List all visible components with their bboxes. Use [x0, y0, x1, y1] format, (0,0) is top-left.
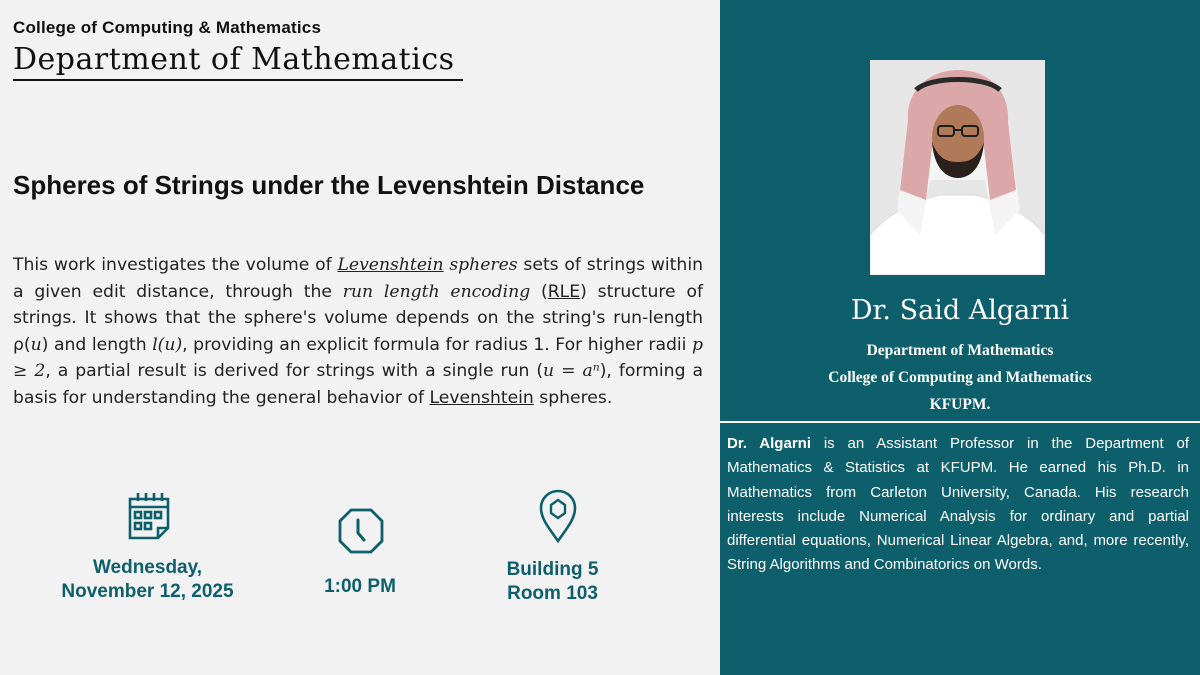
talk-abstract: This work investigates the volume of Levenshtein spheres sets of strings within a given edit distance, through the run length encoding (RLE) structure of strings. It shows that the sphere's volume depends on the string's run-length ρ(u) and length l(u), providing an explicit formula for radius 1. For higher radii p ≥ 2, a partial result is derived for strings with a single run (u = aⁿ), forming a basis for understanding the general behavior of Levenshtein spheres.: [13, 255, 704, 408]
speaker-photo: [870, 60, 1045, 275]
speaker-name: Dr. Said Algarni: [850, 295, 1070, 326]
bio-speaker-name: Dr. Algarni: [727, 435, 811, 452]
calendar-icon: [125, 490, 173, 542]
location-pin-icon: [537, 488, 579, 544]
event-date: Wednesday, November 12, 2025: [61, 557, 234, 602]
college-heading: College of Computing & Mathematics: [13, 18, 322, 37]
department-heading: Department of Mathematics: [13, 42, 463, 81]
talk-title: Spheres of Strings under the Levenshtein Distance: [13, 170, 645, 200]
speaker-bio: Dr. Algarni is an Assistant Professor in the Department of Mathematics & Statistics at KFUPM. He earned his Ph.D. in Mathematics from Carleton University, Canada. His research interests include Numerical Analysis for ordinary and partial differential equations, Numerical Linear Algebra, and, more recently, String Algorithms and Combinatorics on Words.: [727, 435, 1189, 574]
panel-divider: [720, 421, 1200, 423]
speaker-affiliation-college: College of Computing and Mathematics: [828, 369, 1092, 386]
abstract-term-rle: RLE: [547, 281, 581, 302]
speaker-affiliation-department: Department of Mathematics: [866, 342, 1054, 359]
event-time: 1:00 PM: [324, 576, 396, 597]
clock-icon: [336, 506, 386, 556]
abstract-term-levenshtein: Levenshtein: [337, 255, 444, 275]
event-location: Building 5 Room 103: [506, 559, 599, 604]
speaker-affiliation-university: KFUPM.: [929, 396, 991, 413]
